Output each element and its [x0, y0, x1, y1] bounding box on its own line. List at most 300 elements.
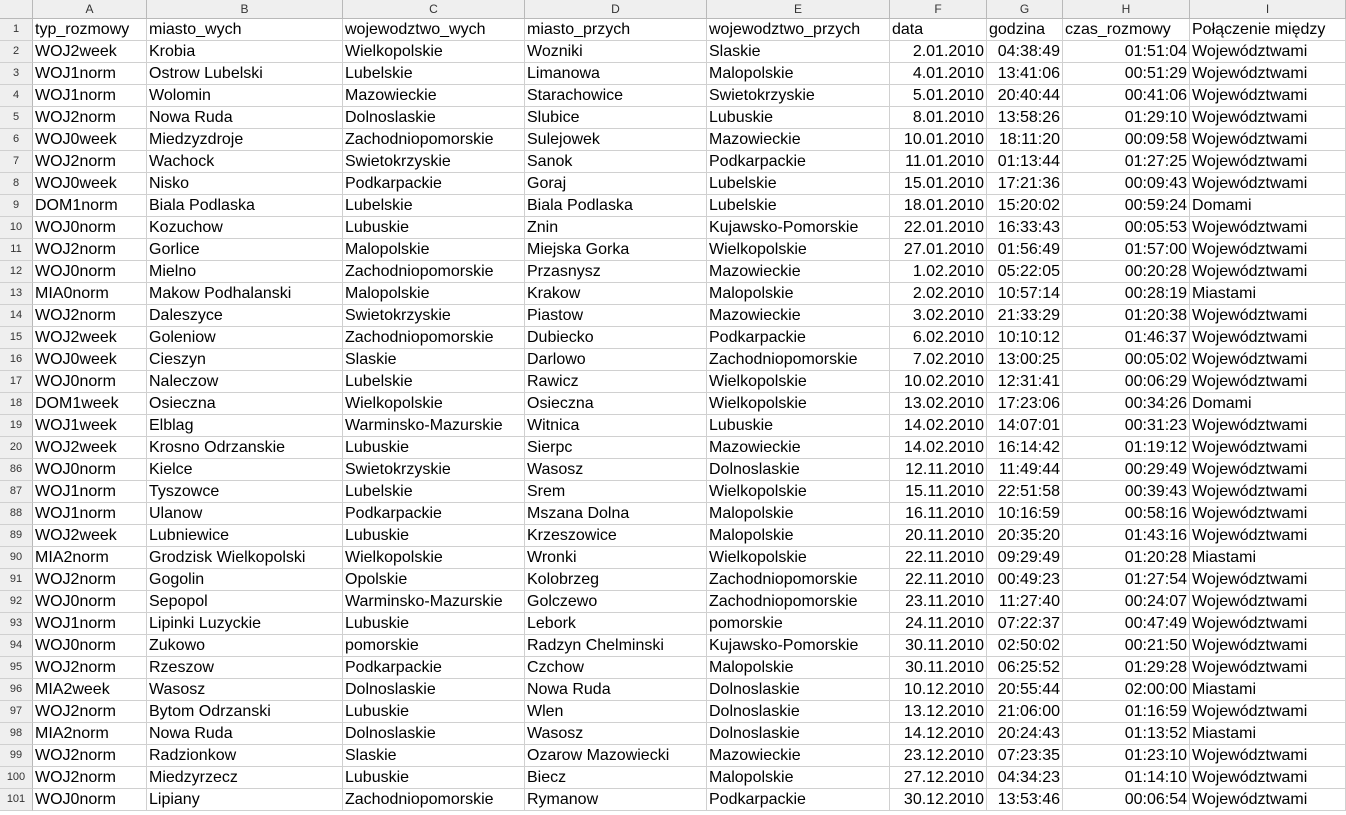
cell-b[interactable]: Nowa Ruda [147, 107, 343, 129]
cell-a[interactable]: WOJ2norm [33, 239, 147, 261]
cell-f[interactable]: 23.11.2010 [890, 591, 987, 613]
cell-b[interactable]: Cieszyn [147, 349, 343, 371]
cell-g[interactable]: 13:58:26 [987, 107, 1063, 129]
cell-g[interactable]: 09:29:49 [987, 547, 1063, 569]
cell-d[interactable]: Czchow [525, 657, 707, 679]
cell-d[interactable]: Znin [525, 217, 707, 239]
cell-f[interactable]: 15.11.2010 [890, 481, 987, 503]
cell-b[interactable]: Lipiany [147, 789, 343, 811]
cell-g[interactable]: 17:23:06 [987, 393, 1063, 415]
cell-h[interactable]: 00:34:26 [1063, 393, 1190, 415]
cell-d[interactable]: Sanok [525, 151, 707, 173]
column-header-f[interactable]: F [890, 0, 987, 19]
cell-e[interactable]: Lubuskie [707, 107, 890, 129]
cell-d[interactable]: Miejska Gorka [525, 239, 707, 261]
cell-f[interactable]: 14.12.2010 [890, 723, 987, 745]
cell-f[interactable]: 5.01.2010 [890, 85, 987, 107]
cell-g[interactable]: 04:38:49 [987, 41, 1063, 63]
cell-e[interactable]: Mazowieckie [707, 261, 890, 283]
cell-g[interactable]: 07:22:37 [987, 613, 1063, 635]
cell-i[interactable]: Województwami [1190, 525, 1346, 547]
cell-d[interactable]: Sulejowek [525, 129, 707, 151]
cell-c[interactable]: pomorskie [343, 635, 525, 657]
cell-h[interactable]: czas_rozmowy [1063, 19, 1190, 41]
cell-i[interactable]: Województwami [1190, 371, 1346, 393]
cell-g[interactable]: 20:55:44 [987, 679, 1063, 701]
row-header[interactable]: 16 [0, 349, 33, 371]
cell-g[interactable]: 12:31:41 [987, 371, 1063, 393]
cell-d[interactable]: Biecz [525, 767, 707, 789]
cell-i[interactable]: Województwami [1190, 41, 1346, 63]
cell-h[interactable]: 01:57:00 [1063, 239, 1190, 261]
cell-c[interactable]: Lubuskie [343, 217, 525, 239]
cell-b[interactable]: Goleniow [147, 327, 343, 349]
cell-c[interactable]: Wielkopolskie [343, 547, 525, 569]
cell-g[interactable]: 21:33:29 [987, 305, 1063, 327]
cell-c[interactable]: Wielkopolskie [343, 393, 525, 415]
cell-g[interactable]: 15:20:02 [987, 195, 1063, 217]
cell-d[interactable]: Limanowa [525, 63, 707, 85]
row-header[interactable]: 97 [0, 701, 33, 723]
cell-b[interactable]: Miedzyrzecz [147, 767, 343, 789]
cell-d[interactable]: Srem [525, 481, 707, 503]
cell-g[interactable]: 20:40:44 [987, 85, 1063, 107]
cell-g[interactable]: 20:24:43 [987, 723, 1063, 745]
cell-d[interactable]: Ozarow Mazowiecki [525, 745, 707, 767]
row-header[interactable]: 95 [0, 657, 33, 679]
cell-b[interactable]: Elblag [147, 415, 343, 437]
cell-b[interactable]: Kielce [147, 459, 343, 481]
cell-h[interactable]: 00:05:02 [1063, 349, 1190, 371]
cell-e[interactable]: Dolnoslaskie [707, 723, 890, 745]
cell-c[interactable]: Podkarpackie [343, 503, 525, 525]
column-header-e[interactable]: E [707, 0, 890, 19]
cell-a[interactable]: WOJ2norm [33, 569, 147, 591]
row-header[interactable]: 14 [0, 305, 33, 327]
column-header-i[interactable]: I [1190, 0, 1346, 19]
cell-e[interactable]: Lubelskie [707, 195, 890, 217]
cell-a[interactable]: WOJ1norm [33, 481, 147, 503]
cell-h[interactable]: 00:28:19 [1063, 283, 1190, 305]
cell-c[interactable]: Swietokrzyskie [343, 459, 525, 481]
cell-h[interactable]: 00:59:24 [1063, 195, 1190, 217]
cell-d[interactable]: Krzeszowice [525, 525, 707, 547]
cell-b[interactable]: Wolomin [147, 85, 343, 107]
row-header[interactable]: 8 [0, 173, 33, 195]
cell-a[interactable]: WOJ0norm [33, 635, 147, 657]
cell-c[interactable]: Podkarpackie [343, 657, 525, 679]
cell-i[interactable]: Województwami [1190, 173, 1346, 195]
cell-c[interactable]: Lubelskie [343, 63, 525, 85]
cell-f[interactable]: 10.12.2010 [890, 679, 987, 701]
cell-h[interactable]: 00:20:28 [1063, 261, 1190, 283]
cell-g[interactable]: 05:22:05 [987, 261, 1063, 283]
cell-b[interactable]: miasto_wych [147, 19, 343, 41]
cell-f[interactable]: 2.02.2010 [890, 283, 987, 305]
column-header-h[interactable]: H [1063, 0, 1190, 19]
cell-h[interactable]: 00:58:16 [1063, 503, 1190, 525]
cell-i[interactable]: Województwami [1190, 129, 1346, 151]
column-header-a[interactable]: A [33, 0, 147, 19]
cell-h[interactable]: 00:24:07 [1063, 591, 1190, 613]
cell-f[interactable]: 27.12.2010 [890, 767, 987, 789]
cell-a[interactable]: MIA2norm [33, 723, 147, 745]
cell-d[interactable]: Starachowice [525, 85, 707, 107]
cell-g[interactable]: 11:49:44 [987, 459, 1063, 481]
cell-e[interactable]: Malopolskie [707, 63, 890, 85]
cell-a[interactable]: WOJ1norm [33, 85, 147, 107]
cell-d[interactable]: Przasnysz [525, 261, 707, 283]
cell-f[interactable]: 30.11.2010 [890, 635, 987, 657]
cell-d[interactable]: Golczewo [525, 591, 707, 613]
cell-e[interactable]: Slaskie [707, 41, 890, 63]
cell-f[interactable]: 13.12.2010 [890, 701, 987, 723]
cell-c[interactable]: Swietokrzyskie [343, 151, 525, 173]
cell-g[interactable]: 22:51:58 [987, 481, 1063, 503]
cell-a[interactable]: WOJ0week [33, 349, 147, 371]
row-header[interactable]: 10 [0, 217, 33, 239]
cell-i[interactable]: Województwami [1190, 85, 1346, 107]
cell-c[interactable]: Swietokrzyskie [343, 305, 525, 327]
cell-h[interactable]: 01:16:59 [1063, 701, 1190, 723]
cell-a[interactable]: WOJ2week [33, 41, 147, 63]
cell-d[interactable]: miasto_przych [525, 19, 707, 41]
cell-b[interactable]: Zukowo [147, 635, 343, 657]
row-header[interactable]: 88 [0, 503, 33, 525]
cell-b[interactable]: Krosno Odrzanskie [147, 437, 343, 459]
cell-a[interactable]: WOJ2norm [33, 767, 147, 789]
cell-f[interactable]: 6.02.2010 [890, 327, 987, 349]
cell-g[interactable]: 13:00:25 [987, 349, 1063, 371]
cell-g[interactable]: godzina [987, 19, 1063, 41]
cell-e[interactable]: Swietokrzyskie [707, 85, 890, 107]
row-header[interactable]: 86 [0, 459, 33, 481]
cell-d[interactable]: Rawicz [525, 371, 707, 393]
cell-d[interactable]: Goraj [525, 173, 707, 195]
cell-d[interactable]: Sierpc [525, 437, 707, 459]
cell-c[interactable]: Malopolskie [343, 239, 525, 261]
row-header[interactable]: 2 [0, 41, 33, 63]
cell-g[interactable]: 13:41:06 [987, 63, 1063, 85]
cell-f[interactable]: 14.02.2010 [890, 415, 987, 437]
cell-a[interactable]: WOJ0week [33, 129, 147, 151]
cell-e[interactable]: Wielkopolskie [707, 547, 890, 569]
cell-i[interactable]: Województwami [1190, 239, 1346, 261]
cell-h[interactable]: 01:27:54 [1063, 569, 1190, 591]
cell-i[interactable]: Połączenie między [1190, 19, 1346, 41]
cell-c[interactable]: Warminsko-Mazurskie [343, 415, 525, 437]
cell-b[interactable]: Miedzyzdroje [147, 129, 343, 151]
cell-f[interactable]: 22.11.2010 [890, 547, 987, 569]
row-header[interactable]: 93 [0, 613, 33, 635]
cell-i[interactable]: Województwami [1190, 745, 1346, 767]
cell-f[interactable]: 11.01.2010 [890, 151, 987, 173]
cell-c[interactable]: Lubuskie [343, 701, 525, 723]
cell-d[interactable]: Wozniki [525, 41, 707, 63]
cell-h[interactable]: 01:20:28 [1063, 547, 1190, 569]
cell-h[interactable]: 01:23:10 [1063, 745, 1190, 767]
cell-d[interactable]: Krakow [525, 283, 707, 305]
cell-b[interactable]: Sepopol [147, 591, 343, 613]
cell-h[interactable]: 00:29:49 [1063, 459, 1190, 481]
cell-h[interactable]: 01:14:10 [1063, 767, 1190, 789]
cell-h[interactable]: 00:05:53 [1063, 217, 1190, 239]
row-header[interactable]: 101 [0, 789, 33, 811]
cell-i[interactable]: Województwami [1190, 151, 1346, 173]
cell-f[interactable]: 22.11.2010 [890, 569, 987, 591]
cell-c[interactable]: Lubelskie [343, 195, 525, 217]
cell-d[interactable]: Witnica [525, 415, 707, 437]
cell-i[interactable]: Województwami [1190, 591, 1346, 613]
cell-b[interactable]: Naleczow [147, 371, 343, 393]
cell-h[interactable]: 00:21:50 [1063, 635, 1190, 657]
cell-i[interactable]: Województwami [1190, 217, 1346, 239]
cell-a[interactable]: WOJ1week [33, 415, 147, 437]
cell-a[interactable]: WOJ1norm [33, 503, 147, 525]
cell-i[interactable]: Miastami [1190, 723, 1346, 745]
cell-b[interactable]: Kozuchow [147, 217, 343, 239]
cell-d[interactable]: Mszana Dolna [525, 503, 707, 525]
cell-a[interactable]: WOJ2week [33, 437, 147, 459]
cell-b[interactable]: Krobia [147, 41, 343, 63]
cell-e[interactable]: Zachodniopomorskie [707, 591, 890, 613]
row-header[interactable]: 7 [0, 151, 33, 173]
cell-g[interactable]: 01:13:44 [987, 151, 1063, 173]
cell-h[interactable]: 01:27:25 [1063, 151, 1190, 173]
cell-i[interactable]: Miastami [1190, 283, 1346, 305]
cell-h[interactable]: 00:06:29 [1063, 371, 1190, 393]
cell-f[interactable]: 18.01.2010 [890, 195, 987, 217]
cell-g[interactable]: 13:53:46 [987, 789, 1063, 811]
row-header[interactable]: 19 [0, 415, 33, 437]
row-header[interactable]: 98 [0, 723, 33, 745]
cell-c[interactable]: Dolnoslaskie [343, 107, 525, 129]
cell-e[interactable]: Mazowieckie [707, 437, 890, 459]
row-header[interactable]: 91 [0, 569, 33, 591]
cell-f[interactable]: 30.11.2010 [890, 657, 987, 679]
cell-b[interactable]: Gorlice [147, 239, 343, 261]
cell-i[interactable]: Województwami [1190, 569, 1346, 591]
cell-i[interactable]: Województwami [1190, 657, 1346, 679]
cell-i[interactable]: Województwami [1190, 415, 1346, 437]
cell-c[interactable]: wojewodztwo_wych [343, 19, 525, 41]
cell-d[interactable]: Slubice [525, 107, 707, 129]
cell-h[interactable]: 02:00:00 [1063, 679, 1190, 701]
row-header[interactable]: 15 [0, 327, 33, 349]
cell-c[interactable]: Opolskie [343, 569, 525, 591]
row-header[interactable]: 17 [0, 371, 33, 393]
cell-h[interactable]: 00:41:06 [1063, 85, 1190, 107]
cell-b[interactable]: Gogolin [147, 569, 343, 591]
cell-a[interactable]: WOJ2norm [33, 745, 147, 767]
cell-a[interactable]: MIA0norm [33, 283, 147, 305]
cell-i[interactable]: Miastami [1190, 679, 1346, 701]
cell-h[interactable]: 01:20:38 [1063, 305, 1190, 327]
cell-f[interactable]: 16.11.2010 [890, 503, 987, 525]
cell-g[interactable]: 18:11:20 [987, 129, 1063, 151]
cell-i[interactable]: Województwami [1190, 349, 1346, 371]
cell-h[interactable]: 00:47:49 [1063, 613, 1190, 635]
cell-a[interactable]: WOJ2week [33, 327, 147, 349]
cell-i[interactable]: Województwami [1190, 459, 1346, 481]
row-header[interactable]: 20 [0, 437, 33, 459]
cell-a[interactable]: WOJ2norm [33, 305, 147, 327]
cell-e[interactable]: Podkarpackie [707, 789, 890, 811]
cell-f[interactable]: 8.01.2010 [890, 107, 987, 129]
cell-b[interactable]: Bytom Odrzanski [147, 701, 343, 723]
cell-f[interactable]: 27.01.2010 [890, 239, 987, 261]
cell-a[interactable]: WOJ0norm [33, 371, 147, 393]
cell-e[interactable]: Wielkopolskie [707, 481, 890, 503]
cell-d[interactable]: Dubiecko [525, 327, 707, 349]
cell-f[interactable]: 2.01.2010 [890, 41, 987, 63]
cell-f[interactable]: 24.11.2010 [890, 613, 987, 635]
row-header[interactable]: 18 [0, 393, 33, 415]
cell-g[interactable]: 10:57:14 [987, 283, 1063, 305]
cell-a[interactable]: WOJ0norm [33, 591, 147, 613]
cell-c[interactable]: Mazowieckie [343, 85, 525, 107]
cell-i[interactable]: Województwami [1190, 481, 1346, 503]
cell-h[interactable]: 01:19:12 [1063, 437, 1190, 459]
cell-f[interactable]: 10.02.2010 [890, 371, 987, 393]
cell-a[interactable]: WOJ2norm [33, 107, 147, 129]
cell-a[interactable]: WOJ0norm [33, 459, 147, 481]
cell-e[interactable]: Zachodniopomorskie [707, 569, 890, 591]
cell-e[interactable]: Kujawsko-Pomorskie [707, 635, 890, 657]
cell-a[interactable]: WOJ0week [33, 173, 147, 195]
cell-c[interactable]: Lubuskie [343, 525, 525, 547]
cell-e[interactable]: Malopolskie [707, 503, 890, 525]
row-header[interactable]: 89 [0, 525, 33, 547]
cell-d[interactable]: Radzyn Chelminski [525, 635, 707, 657]
cell-a[interactable]: WOJ1norm [33, 613, 147, 635]
cell-a[interactable]: WOJ0norm [33, 217, 147, 239]
cell-f[interactable]: 7.02.2010 [890, 349, 987, 371]
cell-g[interactable]: 06:25:52 [987, 657, 1063, 679]
cell-i[interactable]: Domami [1190, 393, 1346, 415]
cell-g[interactable]: 01:56:49 [987, 239, 1063, 261]
cell-i[interactable]: Województwami [1190, 63, 1346, 85]
cell-d[interactable]: Nowa Ruda [525, 679, 707, 701]
cell-e[interactable]: Wielkopolskie [707, 239, 890, 261]
row-header[interactable]: 4 [0, 85, 33, 107]
cell-b[interactable]: Wasosz [147, 679, 343, 701]
cell-c[interactable]: Dolnoslaskie [343, 723, 525, 745]
cell-a[interactable]: WOJ1norm [33, 63, 147, 85]
cell-a[interactable]: WOJ2week [33, 525, 147, 547]
cell-g[interactable]: 04:34:23 [987, 767, 1063, 789]
cell-a[interactable]: WOJ2norm [33, 701, 147, 723]
cell-h[interactable]: 01:29:10 [1063, 107, 1190, 129]
cell-a[interactable]: WOJ2norm [33, 151, 147, 173]
cell-b[interactable]: Nowa Ruda [147, 723, 343, 745]
cell-h[interactable]: 00:51:29 [1063, 63, 1190, 85]
cell-h[interactable]: 00:31:23 [1063, 415, 1190, 437]
cell-g[interactable]: 10:10:12 [987, 327, 1063, 349]
cell-h[interactable]: 01:46:37 [1063, 327, 1190, 349]
cell-f[interactable]: 1.02.2010 [890, 261, 987, 283]
row-header[interactable]: 99 [0, 745, 33, 767]
cell-f[interactable]: 20.11.2010 [890, 525, 987, 547]
cell-c[interactable]: Slaskie [343, 349, 525, 371]
cell-b[interactable]: Daleszyce [147, 305, 343, 327]
cell-e[interactable]: Mazowieckie [707, 305, 890, 327]
cell-c[interactable]: Slaskie [343, 745, 525, 767]
cell-c[interactable]: Zachodniopomorskie [343, 789, 525, 811]
row-header[interactable]: 1 [0, 19, 33, 41]
cell-i[interactable]: Województwami [1190, 107, 1346, 129]
cell-c[interactable]: Malopolskie [343, 283, 525, 305]
cell-b[interactable]: Lubniewice [147, 525, 343, 547]
cell-a[interactable]: MIA2week [33, 679, 147, 701]
column-header-b[interactable]: B [147, 0, 343, 19]
row-header[interactable]: 92 [0, 591, 33, 613]
cell-f[interactable]: 14.02.2010 [890, 437, 987, 459]
cell-a[interactable]: WOJ0norm [33, 261, 147, 283]
cell-d[interactable]: Kolobrzeg [525, 569, 707, 591]
cell-b[interactable]: Grodzisk Wielkopolski [147, 547, 343, 569]
cell-g[interactable]: 10:16:59 [987, 503, 1063, 525]
cell-h[interactable]: 00:09:43 [1063, 173, 1190, 195]
cell-b[interactable]: Makow Podhalanski [147, 283, 343, 305]
cell-h[interactable]: 01:29:28 [1063, 657, 1190, 679]
cell-f[interactable]: 30.12.2010 [890, 789, 987, 811]
row-header[interactable]: 96 [0, 679, 33, 701]
cell-i[interactable]: Województwami [1190, 701, 1346, 723]
cell-e[interactable]: Mazowieckie [707, 129, 890, 151]
cell-h[interactable]: 01:51:04 [1063, 41, 1190, 63]
cell-g[interactable]: 07:23:35 [987, 745, 1063, 767]
cell-i[interactable]: Województwami [1190, 789, 1346, 811]
cell-g[interactable]: 00:49:23 [987, 569, 1063, 591]
cell-a[interactable]: MIA2norm [33, 547, 147, 569]
cell-a[interactable]: typ_rozmowy [33, 19, 147, 41]
cell-e[interactable]: Dolnoslaskie [707, 679, 890, 701]
column-header-c[interactable]: C [343, 0, 525, 19]
cell-i[interactable]: Województwami [1190, 437, 1346, 459]
cell-i[interactable]: Województwami [1190, 767, 1346, 789]
cell-f[interactable]: 13.02.2010 [890, 393, 987, 415]
cell-b[interactable]: Nisko [147, 173, 343, 195]
cell-b[interactable]: Osieczna [147, 393, 343, 415]
row-header[interactable]: 12 [0, 261, 33, 283]
cell-d[interactable]: Darlowo [525, 349, 707, 371]
cell-e[interactable]: Wielkopolskie [707, 371, 890, 393]
cell-c[interactable]: Warminsko-Mazurskie [343, 591, 525, 613]
column-header-g[interactable]: G [987, 0, 1063, 19]
cell-f[interactable]: data [890, 19, 987, 41]
cell-e[interactable]: Dolnoslaskie [707, 459, 890, 481]
cell-g[interactable]: 02:50:02 [987, 635, 1063, 657]
cell-f[interactable]: 10.01.2010 [890, 129, 987, 151]
cell-c[interactable]: Dolnoslaskie [343, 679, 525, 701]
cell-h[interactable]: 00:09:58 [1063, 129, 1190, 151]
row-header[interactable]: 87 [0, 481, 33, 503]
cell-a[interactable]: WOJ2norm [33, 657, 147, 679]
cell-e[interactable]: Wielkopolskie [707, 393, 890, 415]
cell-i[interactable]: Województwami [1190, 503, 1346, 525]
cell-b[interactable]: Biala Podlaska [147, 195, 343, 217]
cell-i[interactable]: Województwami [1190, 613, 1346, 635]
cell-b[interactable]: Mielno [147, 261, 343, 283]
cell-d[interactable]: Wlen [525, 701, 707, 723]
cell-d[interactable]: Lebork [525, 613, 707, 635]
cell-e[interactable]: Malopolskie [707, 283, 890, 305]
cell-h[interactable]: 00:39:43 [1063, 481, 1190, 503]
cell-e[interactable]: Malopolskie [707, 657, 890, 679]
cell-e[interactable]: wojewodztwo_przych [707, 19, 890, 41]
cell-i[interactable]: Miastami [1190, 547, 1346, 569]
